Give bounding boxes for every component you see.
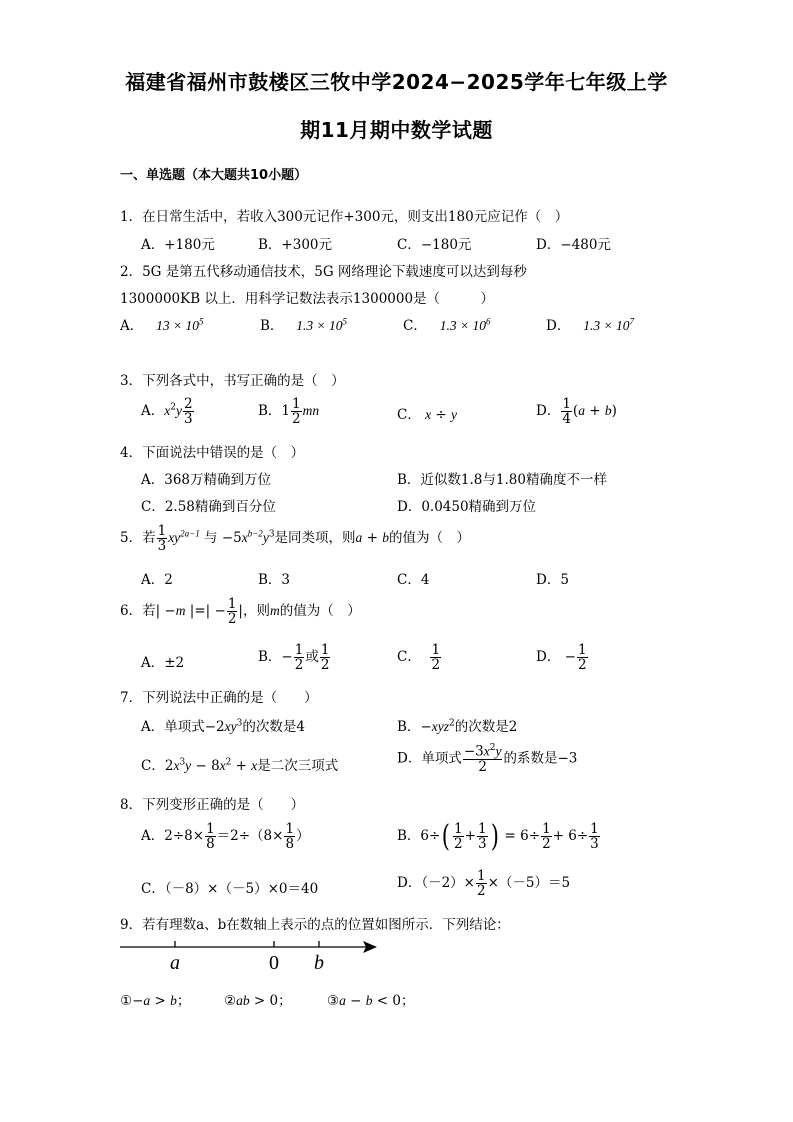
q9-conclusion-1: ①−a > b； [120, 993, 191, 1009]
q1-option-b: B．+300元 [258, 237, 332, 253]
q6-option-b: B．− $\frac{1}{2}$ 或 $\frac{1}{2}$ [258, 642, 330, 674]
section-header: 一、单选题（本大题共10小题） [120, 168, 308, 183]
q6-option-c: C． $\frac{1}{2}$ [397, 642, 441, 674]
axis-label-b: b [314, 952, 324, 974]
number-line-figure [115, 935, 390, 980]
q1-option-a: A．+180元 [141, 237, 215, 253]
q5-option-a: A．2 [141, 572, 173, 588]
q1-option-c: C．−180元 [397, 237, 472, 253]
q2-option-a: A． $13 \times 10^5$ [120, 316, 204, 334]
q8-option-b: B．6÷( $\frac{1}{2}$ + $\frac{1}{3}$ ) = 6÷ $\frac{1}{2}$ + 6÷ $\frac{1}{3}$ [397, 819, 599, 854]
q3-option-a: A．$x^2y$ $\frac{2}{3}$ [141, 396, 193, 428]
q5-option-b: B．3 [258, 572, 291, 588]
q5-option-c: C．4 [397, 572, 430, 588]
q8-option-c: C．（－8）×（－5）×0＝40 [141, 881, 319, 897]
question-8-stem: 8．下列变形正确的是（ ） [120, 797, 305, 813]
q2-option-c: C． $1.3 \times 10^6$ [403, 316, 491, 334]
question-2-line2: 1300000KB 以上．用科学记数法表示1300000是（ ） [120, 291, 495, 307]
q1-option-d: D．−480元 [536, 237, 611, 253]
question-2-line1: 2．5G 是第五代移动通信技术，5G 网络理论下载速度可以达到每秒 [120, 264, 527, 280]
q7-option-a: A．单项式$-2xy^3$的次数是4 [141, 718, 305, 735]
page-title-line2: 期11月期中数学试题 [300, 118, 493, 142]
q4-option-c: C．2.58精确到百分位 [141, 499, 276, 515]
q9-conclusion-2: ②ab > 0； [224, 993, 292, 1009]
q2-option-d: D． $1.3 \times 10^7$ [546, 316, 634, 334]
q4-option-d: D．0.0450精确到万位 [397, 499, 537, 515]
question-3-stem: 3．下列各式中，书写正确的是（ ） [120, 373, 345, 389]
axis-label-a: a [170, 952, 180, 974]
question-1-stem: 1．在日常生活中，若收入300元记作+300元，则支出180元应记作（ ） [120, 209, 569, 225]
q7-option-c: C．$2x^3y - 8x^2 + x$是二次三项式 [141, 757, 339, 774]
q9-conclusion-3: ③a − b < 0； [327, 993, 415, 1009]
q5-option-d: D．5 [536, 572, 569, 588]
q2-option-b: B． $1.3 \times 10^5$ [260, 316, 348, 334]
q8-option-d: D．（－2）× $\frac{1}{2}$ ×（－5）＝5 [397, 868, 571, 900]
q8-option-a: A．2÷8× $\frac{1}{8}$ ＝2÷（8× $\frac{1}{8}$ ） [141, 821, 310, 853]
q7-option-b: B．−xyz$^2$的次数是2 [397, 718, 518, 735]
q6-option-a: A．±2 [141, 655, 185, 671]
question-5-stem: 5．若 $\frac{1}{3}$ $xy^{2a-1}$ 与 $-5x^{b-2}y^3$是同类项，则a + b的值为（ ） [120, 523, 470, 555]
question-9-stem: 9．若有理数a、b在数轴上表示的点的位置如图所示．下列结论： [120, 917, 510, 933]
q3-option-b: B．1 $\frac{1}{2}$ mn [258, 396, 320, 428]
page-title-line1: 福建省福州市鼓楼区三牧中学2024−2025学年七年级上学 [125, 70, 668, 94]
q3-option-d: D． $\frac{1}{4}$ (a + b) [536, 396, 617, 428]
q3-option-c: C． x ÷ y [397, 407, 458, 423]
axis-label-0: 0 [269, 952, 279, 974]
q4-option-b: B．近似数1.8与1.80精确度不一样 [397, 472, 607, 488]
question-6-stem: 6．若| −m |=| − $\frac{1}{2}$ |，则m的值为（ ） [120, 596, 361, 628]
q7-option-d: D．单项式 $\frac{-3x^2y}{2}$ 的系数是−3 [397, 743, 578, 775]
question-4-stem: 4．下面说法中错误的是（ ） [120, 445, 305, 461]
q6-option-d: D． − $\frac{1}{2}$ [536, 642, 587, 674]
question-7-stem: 7．下列说法中正确的是（ ） [120, 690, 318, 706]
q4-option-a: A．368万精确到万位 [141, 472, 272, 488]
